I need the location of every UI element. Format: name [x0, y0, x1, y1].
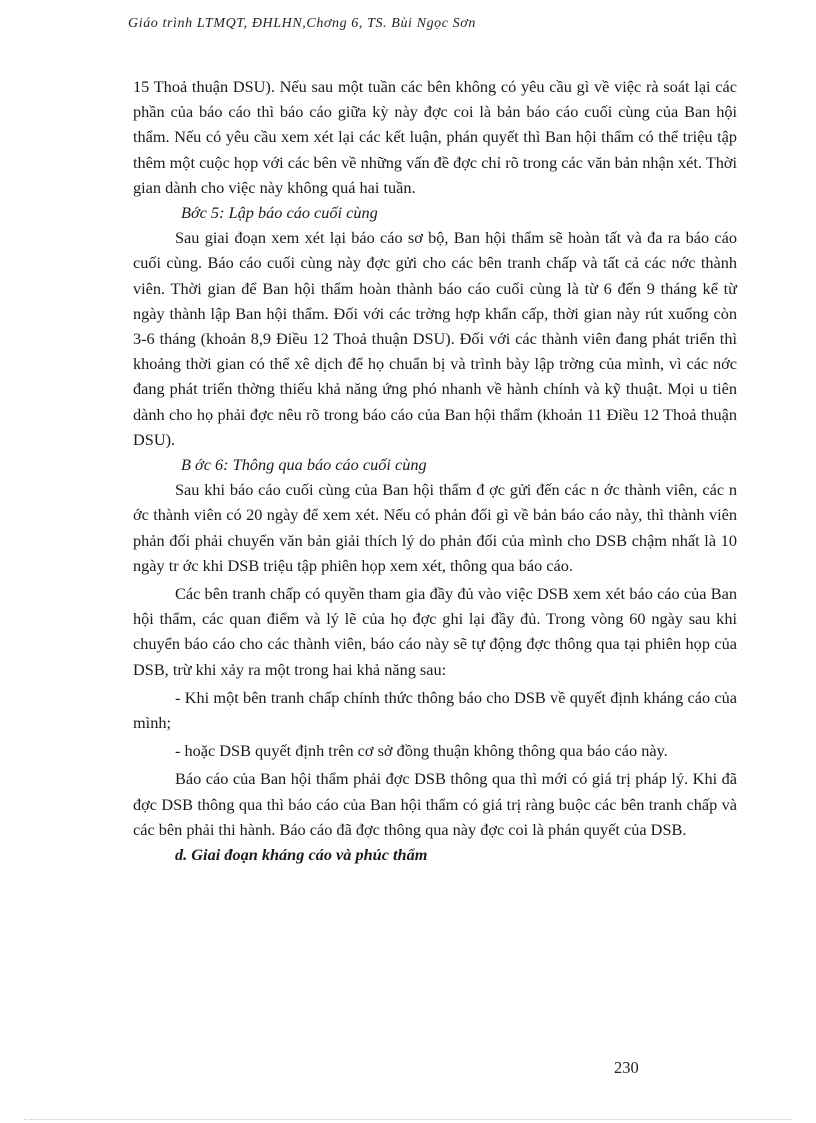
- page-number: 230: [614, 1058, 639, 1077]
- body-paragraph: Sau khi báo cáo cuối cùng của Ban hội thẩm đ ợc gửi đến các n ớc thành viên, các n ớc thành viên có 20 ngày để xem xét. Nếu có phản đối gì về bản báo cáo này, thì thành viên phản đối phải chuyển văn bản giải thích lý do phản đối của mình cho DSB chậm nhất là 10 ngày tr ớc khi DSB triệu tập phiên họp xem xét, thông qua báo cáo.: [133, 480, 737, 575]
- body-paragraph: 15 Thoả thuận DSU). Nếu sau một tuần các bên không có yêu cầu gì về việc rà soát lại các phần của báo cáo thì báo cáo giữa kỳ này đợc coi là bản báo cáo cuối cùng của Ban hội thẩm. Nếu có yêu cầu xem xét lại các kết luận, phán quyết thì Ban hội thẩm có thể triệu tập thêm một cuộc họp với các bên về những vấn đề đợc chỉ rõ trong các văn bản nhận xét. Thời gian dành cho việc này không quá hai tuần.: [133, 77, 737, 197]
- step-heading: Bớc 5: Lập báo cáo cuối cùng: [181, 203, 378, 223]
- body-paragraph: Các bên tranh chấp có quyền tham gia đầy đủ vào việc DSB xem xét báo cáo của Ban hội thẩm, các quan điểm và lý lẽ của họ đợc ghi lại đầy đủ. Trong vòng 60 ngày sau khi chuyển báo cáo cho các thành viên, báo cáo này sẽ tự động đợc thông qua tại phiên họp của DSB, trừ khi xảy ra một trong hai khả năng sau:: [133, 584, 737, 679]
- bullet-item: - hoặc DSB quyết định trên cơ sở đồng thuận không thông qua báo cáo này.: [175, 741, 668, 761]
- step-heading: B ớc 6: Thông qua báo cáo cuối cùng: [181, 455, 427, 475]
- bullet-item: - Khi một bên tranh chấp chính thức thông báo cho DSB về quyết định kháng cáo của mình;: [133, 687, 737, 733]
- page-body: [133, 74, 737, 867]
- body-paragraph: Sau giai đoạn xem xét lại báo cáo sơ bộ, Ban hội thẩm sẽ hoàn tất và đa ra báo cáo cuối cùng. Báo cáo cuối cùng này đợc gửi cho các bên tranh chấp và tất cả các nớc thành viên. Thời gian để Ban hội thẩm hoàn thành báo cáo cuối cùng là từ 6 đến 9 tháng kể từ ngày thành lập Ban hội thẩm. Đối với các trờng hợp khẩn cấp, thời gian này rút xuống còn 3-6 tháng (khoản 8,9 Điều 12 Thoả thuận DSU). Đối với các thành viên đang phát triển thì khoảng thời gian có thể xê dịch để họ chuẩn bị và trình bày lập trờng của mình, vì các nớc đang phát triển thờng thiếu khả năng ứng phó nhanh về hành chính và kỹ thuật. Mọi u tiên dành cho họ phải đợc nêu rõ trong báo cáo của Ban hội thẩm (khoản 11 Điều 12 Thoả thuận DSU).: [133, 228, 737, 449]
- body-paragraph: Báo cáo của Ban hội thẩm phải đợc DSB thông qua thì mới có giá trị pháp lý. Khi đã đợc DSB thông qua thì báo cáo của Ban hội thẩm có giá trị ràng buộc các bên tranh chấp và các bên phải thi hành. Báo cáo đã đợc thông qua này đợc coi là phán quyết của DSB.: [133, 769, 737, 839]
- running-header: Giáo trình LTMQT, ĐHLHN,Chơng 6, TS. Bùi Ngọc Sơn: [128, 16, 476, 31]
- section-heading: d. Giai đoạn kháng cáo và phúc thẩm: [175, 845, 428, 865]
- bottom-divider: [24, 1119, 792, 1120]
